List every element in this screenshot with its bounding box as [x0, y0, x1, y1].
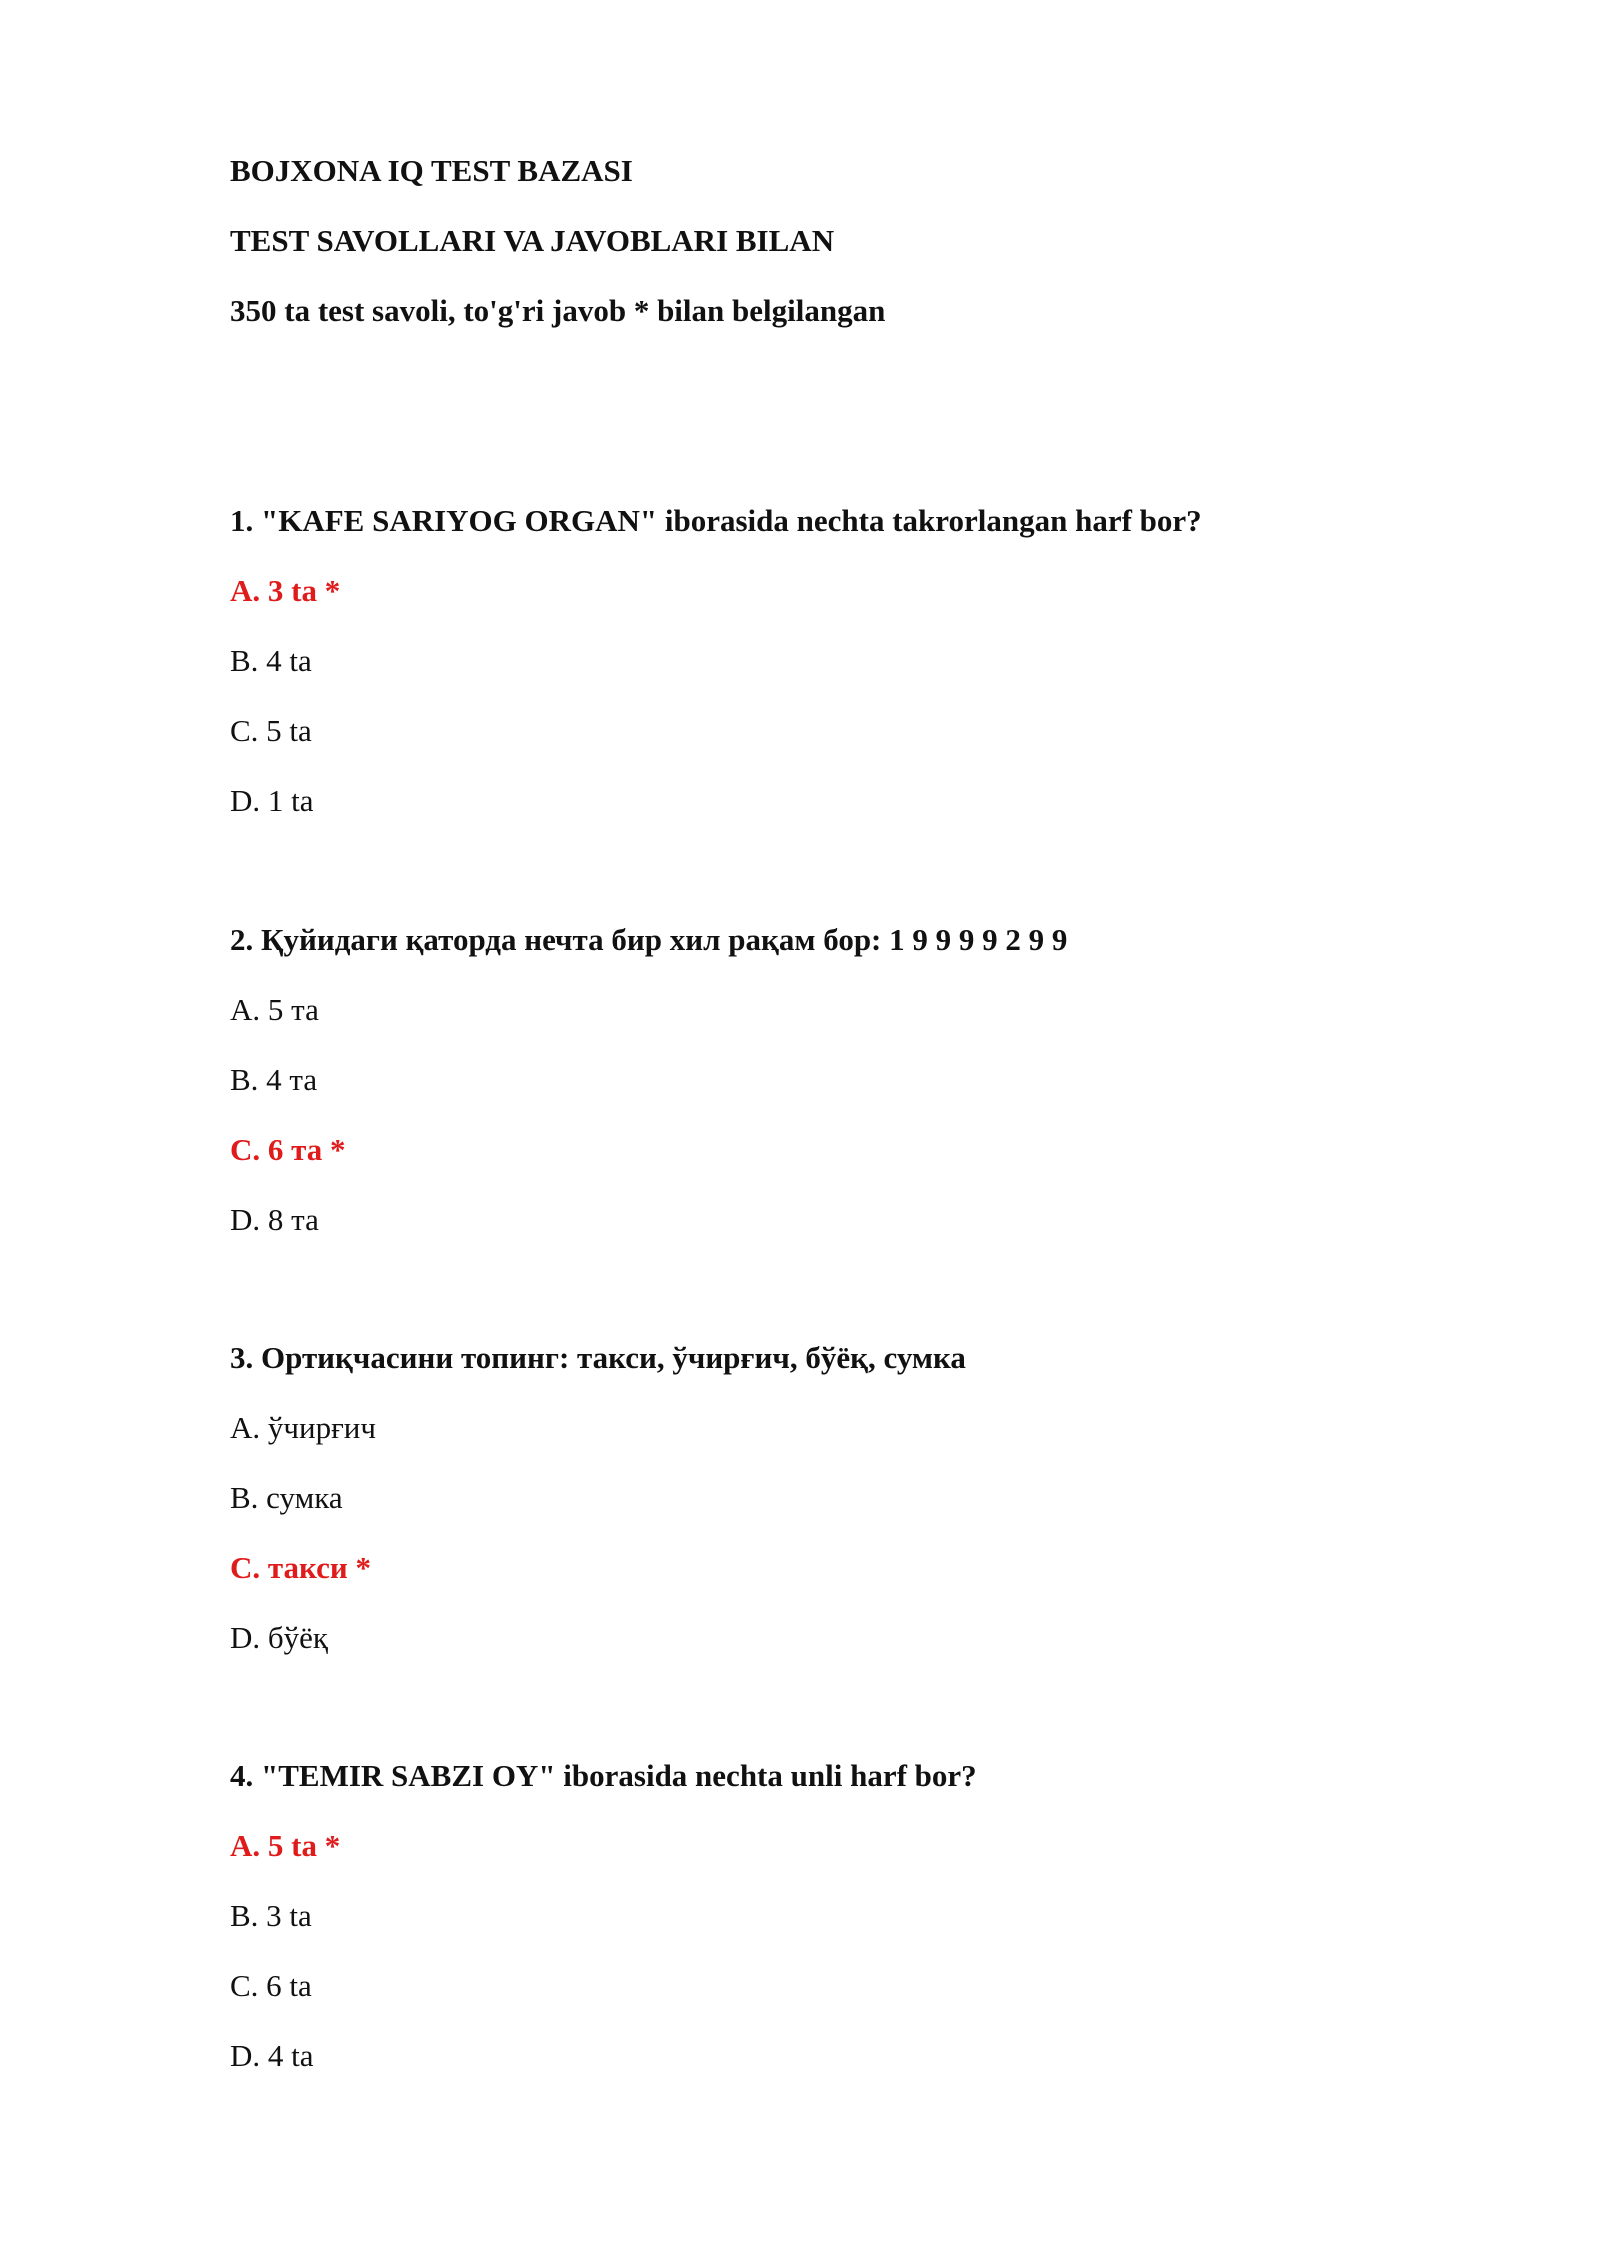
question-1-option-a: A. 3 ta *	[230, 573, 341, 608]
question-3-text: 3. Ортиқчасини топинг: такси, ўчирғич, бўёқ, сумка	[230, 1340, 966, 1375]
question-4-text: 4. "TEMIR SABZI OY" iborasida nechta unli harf bor?	[230, 1758, 977, 1793]
question-4-option-a: A. 5 ta *	[230, 1828, 341, 1863]
question-1-text: 1. "KAFE SARIYOG ORGAN" iborasida nechta takrorlangan harf bor?	[230, 503, 1202, 538]
question-3-option-d: D. бўёқ	[230, 1620, 328, 1655]
document-note: 350 ta test savoli, to'g'ri javob * bilan belgilangan	[230, 293, 886, 328]
question-1-option-b: B. 4 ta	[230, 643, 312, 678]
question-1-option-d: D. 1 ta	[230, 783, 314, 818]
question-4-option-b: B. 3 ta	[230, 1898, 312, 1933]
question-2-option-a: A. 5 та	[230, 992, 319, 1027]
document-title: BOJXONA IQ TEST BAZASI	[230, 153, 633, 188]
question-1-option-c: C. 5 ta	[230, 713, 312, 748]
question-2-option-c: C. 6 та *	[230, 1132, 346, 1167]
question-4-option-d: D. 4 ta	[230, 2038, 314, 2073]
question-2-option-d: D. 8 та	[230, 1202, 319, 1237]
question-4-option-c: C. 6 ta	[230, 1968, 312, 2003]
question-2-option-b: B. 4 та	[230, 1062, 318, 1097]
question-2-text: 2. Қуйидаги қаторда нечта бир хил рақам бор: 1 9 9 9 9 2 9 9	[230, 922, 1068, 957]
question-3-option-a: A. ўчирғич	[230, 1410, 376, 1445]
document-subtitle: TEST SAVOLLARI VA JAVOBLARI BILAN	[230, 223, 835, 258]
question-3-option-c: C. такси *	[230, 1550, 371, 1585]
question-3-option-b: B. сумка	[230, 1480, 343, 1515]
